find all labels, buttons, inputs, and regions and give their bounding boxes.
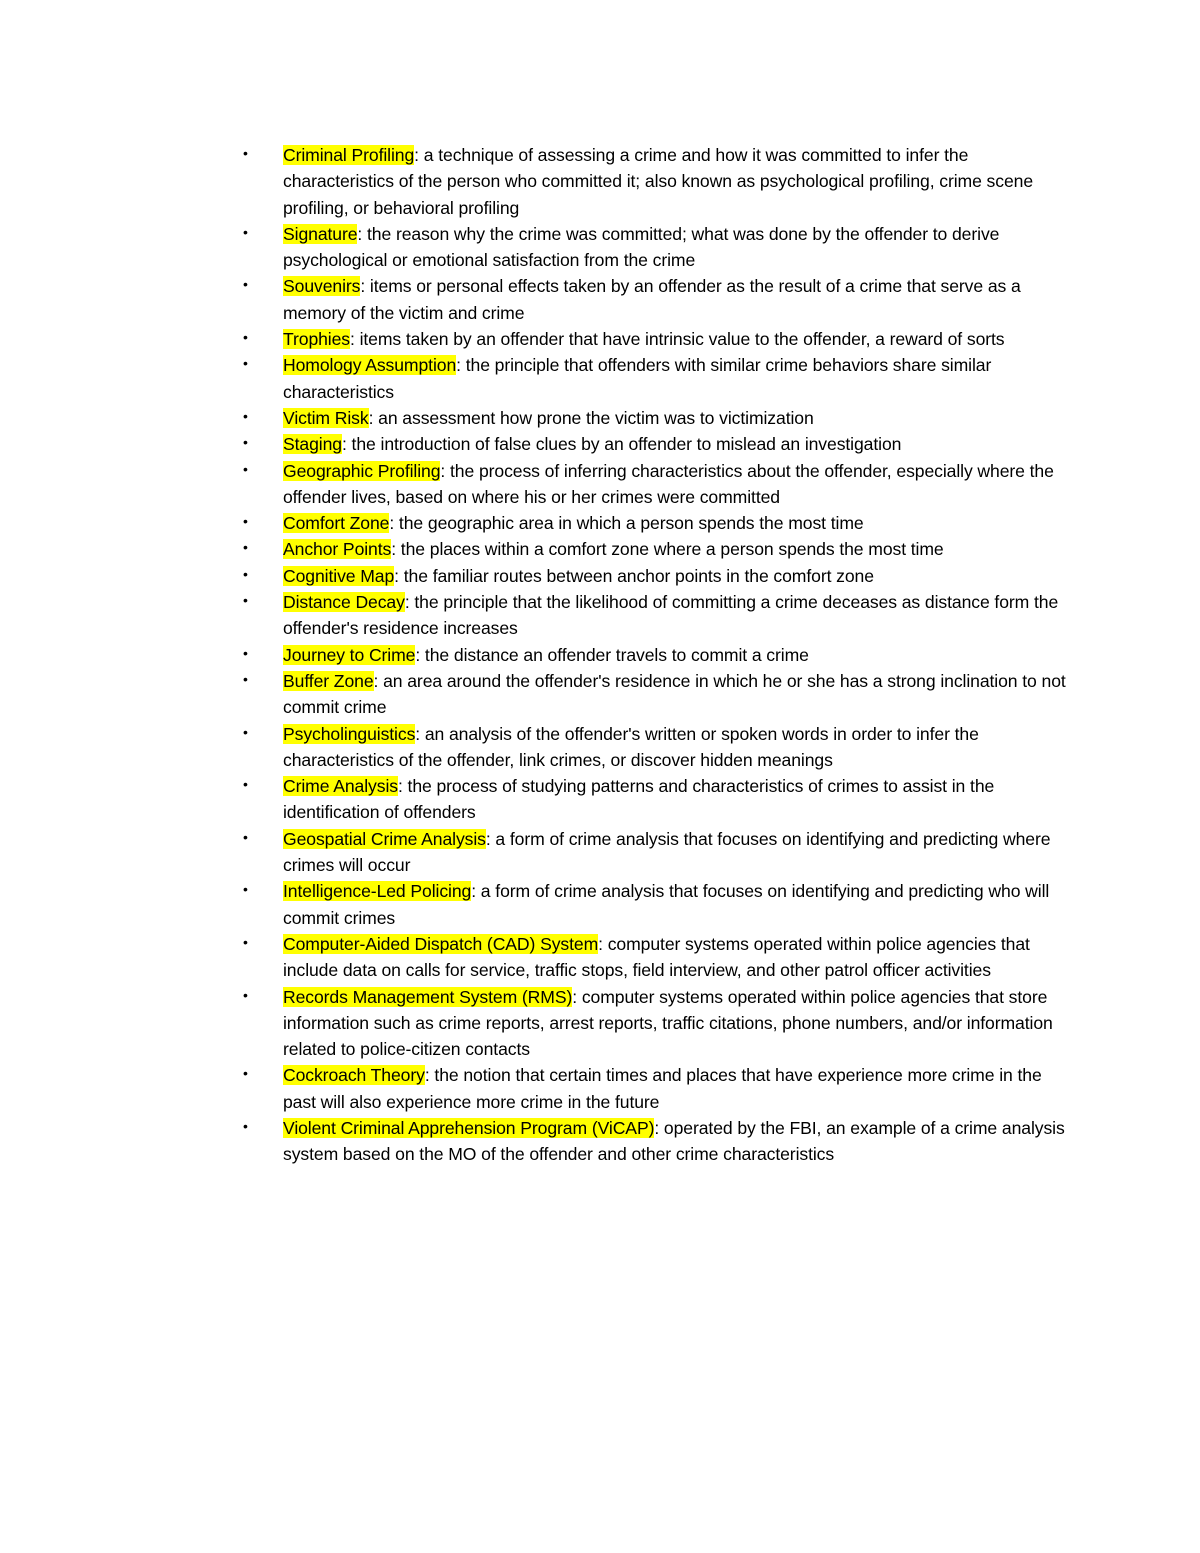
glossary-definition: : the process of inferring characteristics about the offender, especially where the offender lives, based on where his or her crimes were committed: [283, 460, 1054, 507]
bullet-icon: •: [243, 881, 248, 898]
glossary-item-geographic-profiling: [238, 458, 1068, 511]
bullet-icon: •: [243, 592, 248, 609]
bullet-icon: •: [243, 933, 248, 950]
glossary-definition: : operated by the FBI, an example of a crime analysis system based on the MO of the offender and other crime characteristics: [283, 1117, 1065, 1165]
glossary-item-trophies: [238, 326, 1068, 352]
glossary-item-journey-to-crime: [238, 642, 1068, 668]
glossary-item-buffer-zone: [238, 668, 1068, 721]
glossary-term: Homology Assumption: [283, 355, 457, 376]
glossary-term: Staging: [283, 434, 342, 455]
glossary-item-distance-decay: [238, 589, 1068, 642]
glossary-definition: : items or personal effects taken by an offender as the result of a crime that serve as a memory of the victim and crime: [283, 276, 1021, 323]
bullet-icon: •: [243, 776, 248, 793]
bullet-icon: •: [243, 276, 248, 293]
glossary-term: Signature: [283, 223, 358, 244]
glossary-term: Computer-Aided Dispatch (CAD) System: [283, 933, 599, 954]
glossary-definition: : the places within a comfort zone where a person spends the most time: [391, 539, 944, 560]
glossary-definition: : computer systems operated within police agencies that store information such as crime reports, arrest reports, traffic citations, phone numbers, and/or information related to police-citizen contacts: [283, 986, 1053, 1060]
glossary-term: Distance Decay: [283, 592, 405, 613]
glossary-item-psycholinguistics: [238, 721, 1068, 774]
glossary-item-rms: [238, 984, 1068, 1063]
glossary-item-crime-analysis: [238, 773, 1068, 826]
glossary-term: Cockroach Theory: [283, 1065, 425, 1086]
glossary-definition: : the familiar routes between anchor points in the comfort zone: [394, 565, 874, 586]
bullet-icon: •: [243, 828, 248, 845]
glossary-term: Violent Criminal Apprehension Program (ViCAP): [283, 1117, 655, 1138]
bullet-icon: •: [243, 355, 248, 372]
glossary-term: Journey to Crime: [283, 644, 416, 665]
glossary-item-cockroach-theory: [238, 1062, 1068, 1115]
bullet-icon: •: [243, 1065, 248, 1082]
glossary-term: Intelligence-Led Policing: [283, 881, 472, 902]
glossary-definition: : a technique of assessing a crime and how it was committed to infer the characteristics of the person who committed it; also known as psychological profiling, crime scene profiling, or behavioral profiling: [283, 145, 1034, 218]
bullet-icon: •: [243, 407, 248, 424]
glossary-item-cognitive-map: [238, 563, 1068, 589]
glossary-term: Criminal Profiling: [283, 145, 415, 165]
bullet-icon: •: [243, 223, 248, 240]
glossary-term: Geospatial Crime Analysis: [283, 828, 486, 849]
glossary-item-signature: [238, 221, 1068, 274]
glossary-definition: : the reason why the crime was committed; what was done by the offender to derive psychological or emotional satisfaction from the crime: [283, 223, 1000, 271]
bullet-icon: •: [243, 986, 248, 1003]
glossary-definition: : the geographic area in which a person spends the most time: [389, 513, 864, 534]
glossary-item-cad-system: [238, 931, 1068, 984]
glossary-item-comfort-zone: [238, 510, 1068, 536]
glossary-item-criminal-profiling: [238, 142, 1068, 221]
bullet-icon: •: [243, 723, 248, 740]
bullet-icon: •: [243, 434, 248, 451]
glossary-list: [238, 142, 1068, 1168]
glossary-item-intelligence-led-policing: [238, 878, 1068, 931]
glossary-term: Psycholinguistics: [283, 723, 416, 744]
bullet-icon: •: [243, 513, 248, 530]
glossary-item-victim-risk: [238, 405, 1068, 431]
glossary-term: Comfort Zone: [283, 513, 390, 534]
glossary-term: Anchor Points: [283, 539, 392, 560]
glossary-term: Victim Risk: [283, 407, 369, 428]
glossary-item-vicap: [238, 1115, 1068, 1168]
bullet-icon: •: [243, 1117, 248, 1134]
glossary-definition: : an analysis of the offender's written or spoken words in order to infer the characteristics of the offender, link crimes, or discover hidden meanings: [283, 723, 979, 770]
glossary-item-anchor-points: [238, 536, 1068, 562]
glossary-definition: : the distance an offender travels to commit a crime: [415, 644, 809, 665]
bullet-icon: •: [243, 565, 248, 582]
glossary-item-souvenirs: [238, 273, 1068, 326]
glossary-term: Souvenirs: [283, 276, 361, 297]
glossary-item-staging: [238, 431, 1068, 457]
glossary-definition: : the process of studying patterns and characteristics of crimes to assist in the identification of offenders: [283, 776, 995, 823]
glossary-definition: : a form of crime analysis that focuses on identifying and predicting where crimes will occur: [283, 828, 1051, 876]
glossary-term: Geographic Profiling: [283, 460, 441, 481]
bullet-icon: •: [243, 644, 248, 661]
glossary-definition: : an assessment how prone the victim was to victimization: [368, 407, 814, 428]
bullet-icon: •: [243, 145, 248, 161]
glossary-term: Records Management System (RMS): [283, 986, 573, 1007]
glossary-definition: : the principle that the likelihood of committing a crime deceases as distance form the offender's residence increases: [283, 592, 1059, 639]
glossary-term: Trophies: [283, 329, 350, 350]
glossary-definition: : items taken by an offender that have intrinsic value to the offender, a reward of sorts: [350, 329, 1005, 350]
bullet-icon: •: [243, 539, 248, 556]
bullet-icon: •: [243, 329, 248, 346]
glossary-item-homology-assumption: [238, 352, 1068, 405]
glossary-item-geospatial-crime-analysis: [238, 826, 1068, 879]
glossary-definition: : a form of crime analysis that focuses on identifying and predicting who will commit crimes: [283, 881, 1050, 928]
glossary-definition: : an area around the offender's residence in which he or she has a strong inclination to not commit crime: [283, 670, 1066, 718]
glossary-definition: : the introduction of false clues by an offender to mislead an investigation: [341, 434, 902, 455]
glossary-term: Crime Analysis: [283, 776, 398, 797]
glossary-definition: : the principle that offenders with similar crime behaviors share similar characteristics: [283, 355, 992, 402]
glossary-definition: : the notion that certain times and places that have experience more crime in the past will also experience more crime in the future: [283, 1065, 1042, 1112]
glossary-definition: : computer systems operated within police agencies that include data on calls for service, traffic stops, field interview, and other patrol officer activities: [283, 933, 1030, 981]
bullet-icon: •: [243, 460, 248, 477]
glossary-term: Buffer Zone: [283, 670, 374, 691]
bullet-icon: •: [243, 670, 248, 687]
glossary-term: Cognitive Map: [283, 565, 395, 586]
